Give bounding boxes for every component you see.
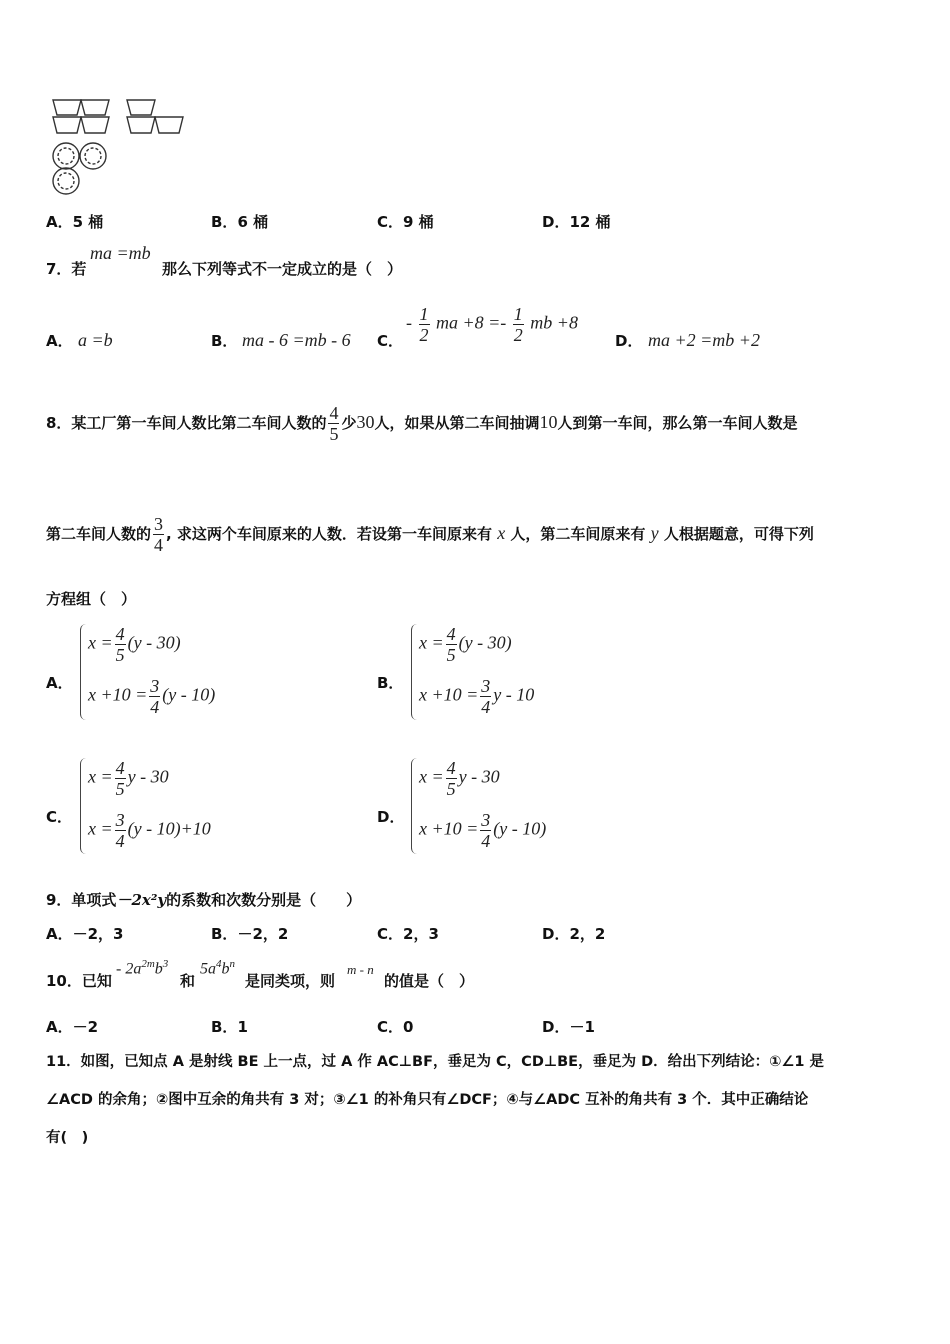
q8-option-d-eq2: x +10 = $\frac{3}{4}$ (y - 10) (419, 810, 547, 851)
q8-line2: 第二车间人数的 $\frac{3}{4}$ , 求这两个车间原来的人数．若设第一车间原来有 x 人，第二车间原来有 y 人根据题意，可得下列 (46, 514, 814, 555)
q7-option-a-label[interactable]: A． (46, 332, 73, 350)
fraction: $\frac{3}{4}$ (481, 810, 491, 851)
system-brace (411, 758, 418, 854)
q9-option-c[interactable]: C．2，3 (377, 925, 439, 943)
fraction: $\frac{3}{4}$ (115, 810, 125, 851)
q10-term1: - $2a^{2m}b^3$ (116, 958, 169, 978)
q10-option-c[interactable]: C．0 (377, 1018, 414, 1036)
fraction: $\frac{4}{5}$ (446, 758, 456, 799)
q7-condition: ma =mb (90, 243, 151, 263)
fraction: $\frac{4}{5}$ (115, 758, 125, 799)
q7-option-b-label[interactable]: B． (211, 332, 238, 350)
q9-option-a[interactable]: A．－2，3 (46, 925, 124, 943)
system-brace (80, 624, 87, 720)
q8-option-d-eq1: x = $\frac{4}{5}$ y - 30 (419, 758, 500, 799)
fraction: $\frac{3}{4}$ (154, 514, 164, 555)
q8-option-a-label[interactable]: A． (46, 674, 73, 692)
q8-line1: 8．某工厂第一车间人数比第二车间人数的 $\frac{4}{5}$ 少30人，如果从第二车间抽调10人到第一车间，那么第一车间人数是 (46, 403, 798, 444)
fraction: $\frac{4}{5}$ (446, 624, 456, 665)
q8-option-c-label[interactable]: C． (46, 808, 73, 826)
q10-option-a[interactable]: A．－2 (46, 1018, 99, 1036)
q7-option-d-label[interactable]: D． (615, 332, 643, 350)
q11-line1: 11．如图，已知点 A 是射线 BE 上一点，过 A 作 AC⊥BF，垂足为 C，CD⊥BE，垂足为 D．给出下列结论：①∠1 是 (46, 1054, 825, 1070)
q9-option-d[interactable]: D．2，2 (542, 925, 606, 943)
q8-line3: 方程组（ ） (46, 590, 137, 608)
q10-suffix: 的值是（ ） (384, 972, 475, 990)
q10-prefix: 10．已知 (46, 972, 112, 990)
fraction: $\frac{1}{2}$ (513, 304, 523, 345)
bucket-front-view (53, 100, 109, 133)
q11-line2: ∠ACD 的余角；②图中互余的角共有 3 对；③∠1 的补角只有∠DCF；④与∠ADC 互补的角共有 3 个．其中正确结论 (46, 1092, 809, 1108)
q7-option-c-label[interactable]: C． (377, 332, 404, 350)
q6-option-d[interactable]: D．12 桶 (542, 213, 611, 231)
fraction: $\frac{4}{5}$ (115, 624, 125, 665)
q8-option-c-eq2: x = $\frac{3}{4}$ (y - 10)+10 (88, 810, 211, 851)
q8-option-b-eq2: x +10 = $\frac{3}{4}$ y - 10 (419, 676, 535, 717)
q8-option-b-eq1: x = $\frac{4}{5}$ (y - 30) (419, 624, 512, 665)
bucket-side-view (127, 100, 183, 133)
q10-option-d[interactable]: D．－1 (542, 1018, 595, 1036)
q7-option-b-expr: ma - 6 =mb - 6 (242, 330, 351, 350)
q10-mid: 是同类项，则 (245, 972, 336, 990)
q7-option-d-expr: ma +2 =mb +2 (648, 330, 760, 350)
q7-option-c-expr: - $\frac{1}{2}$ ma +8 =- $\frac{1}{2}$ mb +8 (406, 304, 578, 345)
q6-option-a[interactable]: A．5 桶 (46, 213, 104, 231)
q8-option-a-eq2: x +10 = $\frac{3}{4}$ (y - 10) (88, 676, 216, 717)
fraction: $\frac{1}{2}$ (419, 304, 429, 345)
q9-option-b[interactable]: B．－2，2 (211, 925, 289, 943)
q7-stem: 那么下列等式不一定成立的是（ ） (162, 260, 403, 278)
q9-stem: 9．单项式－2x²y的系数和次数分别是（ ） (46, 891, 362, 909)
bucket-top-view (53, 143, 106, 194)
q6-option-c[interactable]: C．9 桶 (377, 213, 434, 231)
fraction: $\frac{3}{4}$ (481, 676, 491, 717)
q10-m-minus-n: m - n (347, 962, 374, 977)
q7-number: 7．若 (46, 260, 87, 278)
q10-and: 和 (180, 972, 196, 990)
fraction: $\frac{3}{4}$ (150, 676, 160, 717)
q10-option-b[interactable]: B．1 (211, 1018, 248, 1036)
q7-option-a-expr: a =b (78, 330, 113, 350)
fraction: $\frac{4}{5}$ (329, 403, 339, 444)
q8-option-a-eq1: x = $\frac{4}{5}$ (y - 30) (88, 624, 181, 665)
system-brace (80, 758, 87, 854)
q6-option-b[interactable]: B．6 桶 (211, 213, 269, 231)
q8-option-c-eq1: x = $\frac{4}{5}$ y - 30 (88, 758, 169, 799)
bucket-figure (48, 95, 188, 197)
q8-option-d-label[interactable]: D． (377, 808, 405, 826)
system-brace (411, 624, 418, 720)
q10-term2: $5a^4b^n$ (200, 958, 235, 978)
q8-option-b-label[interactable]: B． (377, 674, 404, 692)
q11-line3: 有( ) (46, 1130, 89, 1146)
